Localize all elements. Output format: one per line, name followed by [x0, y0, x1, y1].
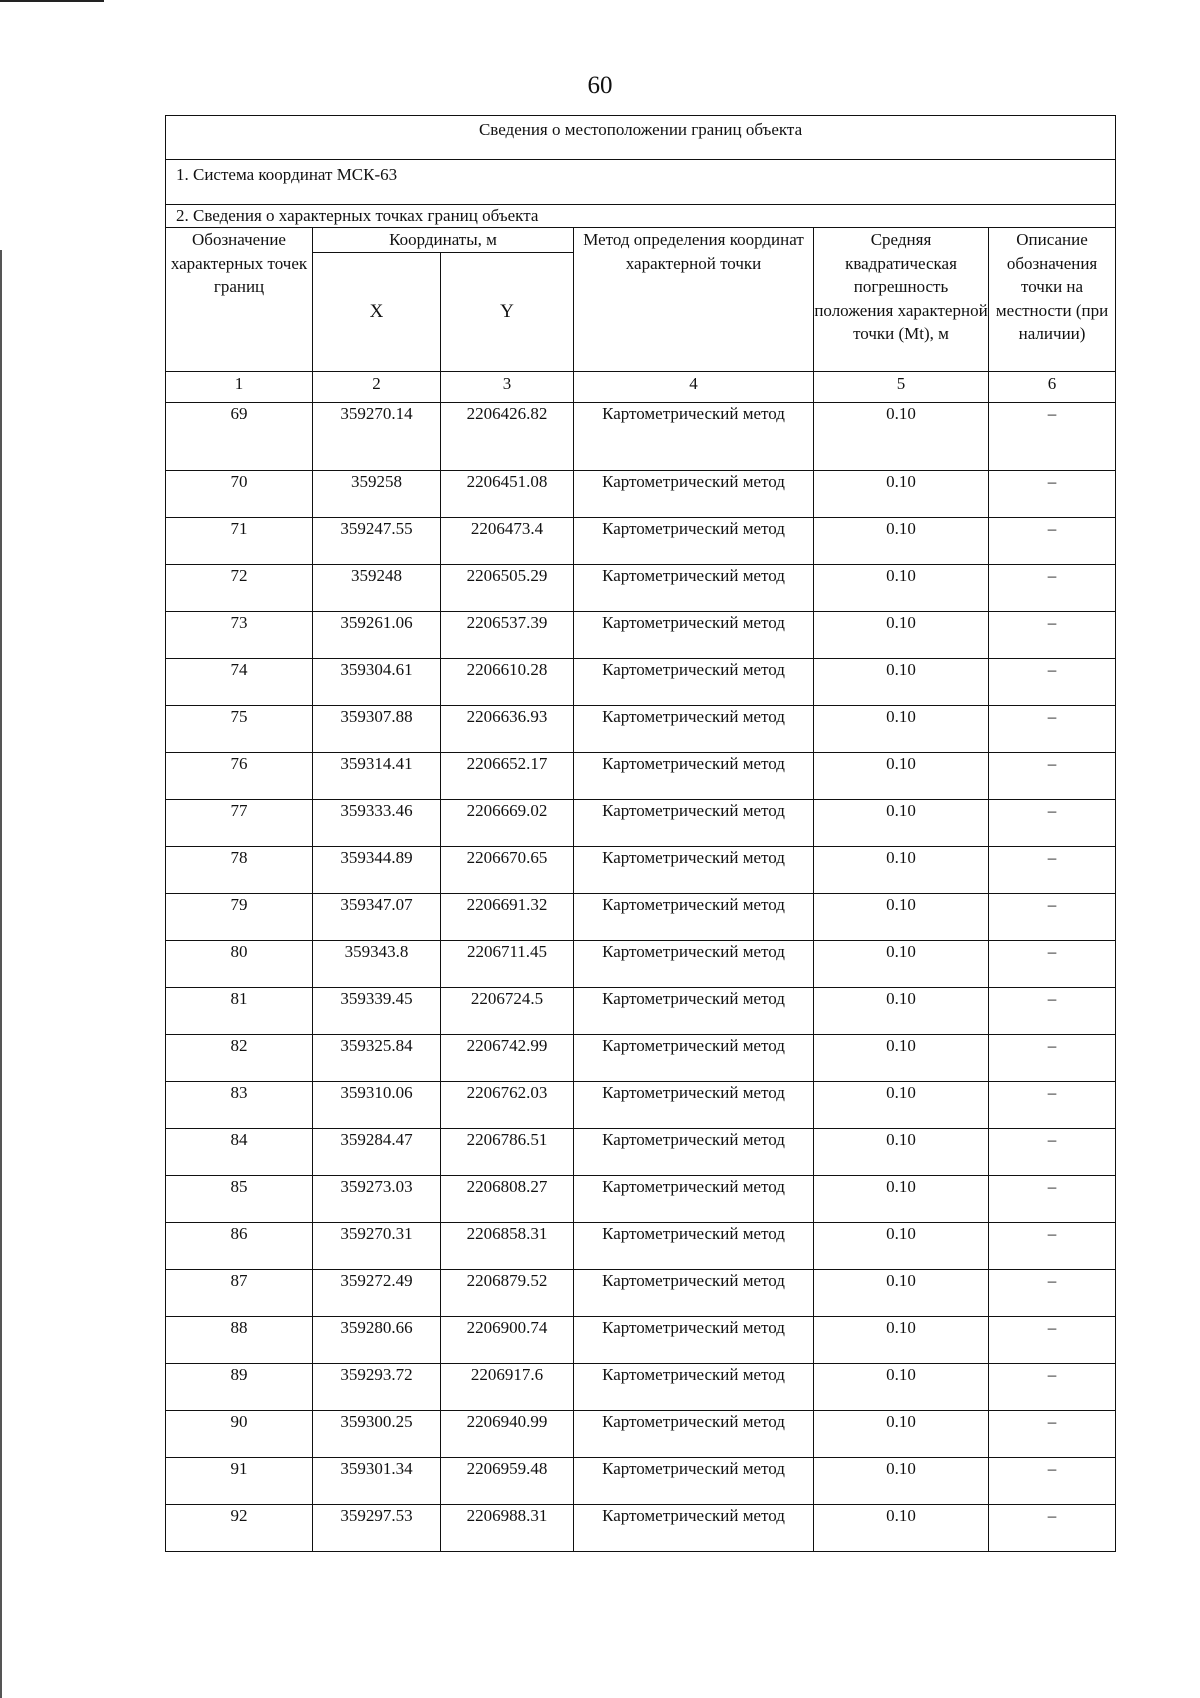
mean-error-cell: 0.10 — [814, 706, 989, 753]
y-coordinate-cell: 2206711.45 — [441, 941, 574, 988]
x-coordinate-cell: 359258 — [313, 471, 441, 518]
description-cell: – — [989, 894, 1116, 941]
x-coordinate-cell: 359248 — [313, 565, 441, 612]
table-row — [166, 1458, 1116, 1505]
y-coordinate-cell: 2206691.32 — [441, 894, 574, 941]
table-row — [166, 847, 1116, 894]
point-id-cell: 77 — [166, 800, 313, 847]
column-number: 6 — [989, 372, 1116, 403]
description-cell: – — [989, 1505, 1116, 1552]
y-coordinate-cell: 2206652.17 — [441, 753, 574, 800]
mean-error-cell: 0.10 — [814, 988, 989, 1035]
x-coordinate-cell: 359310.06 — [313, 1082, 441, 1129]
method-cell: Картометрический метод — [574, 659, 814, 706]
mean-error-cell: 0.10 — [814, 1129, 989, 1176]
scan-edge-mark-top — [0, 0, 104, 2]
description-cell: – — [989, 403, 1116, 471]
description-cell: – — [989, 1364, 1116, 1411]
y-coordinate-cell: 2206959.48 — [441, 1458, 574, 1505]
method-cell: Картометрический метод — [574, 753, 814, 800]
table-row — [166, 518, 1116, 565]
method-cell: Картометрический метод — [574, 847, 814, 894]
y-coordinate-cell: 2206670.65 — [441, 847, 574, 894]
y-coordinate-cell: 2206879.52 — [441, 1270, 574, 1317]
description-cell: – — [989, 800, 1116, 847]
y-coordinate-cell: 2206762.03 — [441, 1082, 574, 1129]
mean-error-cell: 0.10 — [814, 1270, 989, 1317]
method-cell: Картометрический метод — [574, 941, 814, 988]
description-cell: – — [989, 1223, 1116, 1270]
description-cell: – — [989, 1082, 1116, 1129]
table-row — [166, 800, 1116, 847]
table-row — [166, 403, 1116, 471]
x-coordinate-cell: 359333.46 — [313, 800, 441, 847]
table-row — [166, 565, 1116, 612]
method-cell: Картометрический метод — [574, 988, 814, 1035]
header-coordinates: Координаты, м — [313, 228, 574, 253]
mean-error-cell: 0.10 — [814, 1411, 989, 1458]
boundary-points-table — [165, 115, 1116, 1552]
point-id-cell: 69 — [166, 403, 313, 471]
method-cell: Картометрический метод — [574, 1176, 814, 1223]
method-cell: Картометрический метод — [574, 1364, 814, 1411]
x-coordinate-cell: 359261.06 — [313, 612, 441, 659]
x-coordinate-cell: 359347.07 — [313, 894, 441, 941]
column-number: 4 — [574, 372, 814, 403]
column-number: 1 — [166, 372, 313, 403]
x-coordinate-cell: 359339.45 — [313, 988, 441, 1035]
table-row — [166, 471, 1116, 518]
table-row — [166, 612, 1116, 659]
point-id-cell: 79 — [166, 894, 313, 941]
description-cell: – — [989, 1411, 1116, 1458]
description-cell: – — [989, 1176, 1116, 1223]
point-id-cell: 91 — [166, 1458, 313, 1505]
table-row — [166, 706, 1116, 753]
mean-error-cell: 0.10 — [814, 1505, 989, 1552]
y-coordinate-cell: 2206610.28 — [441, 659, 574, 706]
y-coordinate-cell: 2206742.99 — [441, 1035, 574, 1082]
y-coordinate-cell: 2206724.5 — [441, 988, 574, 1035]
method-cell: Картометрический метод — [574, 1505, 814, 1552]
point-id-cell: 88 — [166, 1317, 313, 1364]
table-row — [166, 1411, 1116, 1458]
table-row — [166, 1317, 1116, 1364]
y-coordinate-cell: 2206940.99 — [441, 1411, 574, 1458]
point-id-cell: 80 — [166, 941, 313, 988]
y-coordinate-cell: 2206473.4 — [441, 518, 574, 565]
description-cell: – — [989, 1270, 1116, 1317]
header-point-designation: Обозначение характерных точек границ — [166, 228, 313, 372]
y-coordinate-cell: 2206636.93 — [441, 706, 574, 753]
method-cell: Картометрический метод — [574, 894, 814, 941]
point-id-cell: 75 — [166, 706, 313, 753]
x-coordinate-cell: 359280.66 — [313, 1317, 441, 1364]
point-id-cell: 87 — [166, 1270, 313, 1317]
method-cell: Картометрический метод — [574, 403, 814, 471]
point-id-cell: 90 — [166, 1411, 313, 1458]
table-title: Сведения о местоположении границ объекта — [166, 116, 1116, 160]
y-coordinate-cell: 2206808.27 — [441, 1176, 574, 1223]
mean-error-cell: 0.10 — [814, 565, 989, 612]
table-row — [166, 941, 1116, 988]
table-row — [166, 1223, 1116, 1270]
method-cell: Картометрический метод — [574, 706, 814, 753]
x-coordinate-cell: 359344.89 — [313, 847, 441, 894]
mean-error-cell: 0.10 — [814, 518, 989, 565]
table-row — [166, 1082, 1116, 1129]
mean-error-cell: 0.10 — [814, 941, 989, 988]
point-id-cell: 74 — [166, 659, 313, 706]
method-cell: Картометрический метод — [574, 1270, 814, 1317]
scan-edge-mark-left — [0, 250, 2, 1698]
y-coordinate-cell: 2206451.08 — [441, 471, 574, 518]
x-coordinate-cell: 359304.61 — [313, 659, 441, 706]
x-coordinate-cell: 359270.31 — [313, 1223, 441, 1270]
table-row — [166, 1176, 1116, 1223]
description-cell: – — [989, 1317, 1116, 1364]
table-row — [166, 988, 1116, 1035]
header-y: Y — [441, 253, 574, 372]
mean-error-cell: 0.10 — [814, 800, 989, 847]
point-id-cell: 92 — [166, 1505, 313, 1552]
mean-error-cell: 0.10 — [814, 1317, 989, 1364]
x-coordinate-cell: 359343.8 — [313, 941, 441, 988]
header-method: Метод определения координат характерной точки — [574, 228, 814, 372]
description-cell: – — [989, 847, 1116, 894]
mean-error-cell: 0.10 — [814, 471, 989, 518]
point-id-cell: 83 — [166, 1082, 313, 1129]
mean-error-cell: 0.10 — [814, 753, 989, 800]
description-cell: – — [989, 988, 1116, 1035]
point-id-cell: 78 — [166, 847, 313, 894]
y-coordinate-cell: 2206505.29 — [441, 565, 574, 612]
mean-error-cell: 0.10 — [814, 1035, 989, 1082]
method-cell: Картометрический метод — [574, 1458, 814, 1505]
point-id-cell: 81 — [166, 988, 313, 1035]
y-coordinate-cell: 2206858.31 — [441, 1223, 574, 1270]
header-mean-error: Средняя квадратическая погрешность положения характерной точки (Mt), м — [814, 228, 989, 372]
page-number: 60 — [587, 72, 613, 99]
table-row — [166, 1129, 1116, 1176]
point-id-cell: 86 — [166, 1223, 313, 1270]
x-coordinate-cell: 359247.55 — [313, 518, 441, 565]
table-row — [166, 753, 1116, 800]
mean-error-cell: 0.10 — [814, 1176, 989, 1223]
description-cell: – — [989, 659, 1116, 706]
point-id-cell: 76 — [166, 753, 313, 800]
column-number: 5 — [814, 372, 989, 403]
coordinate-system-label: 1. Система координат МСК-63 — [166, 160, 1116, 205]
description-cell: – — [989, 941, 1116, 988]
x-coordinate-cell: 359314.41 — [313, 753, 441, 800]
description-cell: – — [989, 1129, 1116, 1176]
mean-error-cell: 0.10 — [814, 612, 989, 659]
table-row — [166, 894, 1116, 941]
point-id-cell: 73 — [166, 612, 313, 659]
description-cell: – — [989, 612, 1116, 659]
point-id-cell: 82 — [166, 1035, 313, 1082]
x-coordinate-cell: 359272.49 — [313, 1270, 441, 1317]
method-cell: Картометрический метод — [574, 518, 814, 565]
x-coordinate-cell: 359307.88 — [313, 706, 441, 753]
column-number: 3 — [441, 372, 574, 403]
mean-error-cell: 0.10 — [814, 894, 989, 941]
method-cell: Картометрический метод — [574, 471, 814, 518]
x-coordinate-cell: 359300.25 — [313, 1411, 441, 1458]
y-coordinate-cell: 2206426.82 — [441, 403, 574, 471]
column-number: 2 — [313, 372, 441, 403]
y-coordinate-cell: 2206786.51 — [441, 1129, 574, 1176]
point-id-cell: 70 — [166, 471, 313, 518]
header-description: Описание обозначения точки на местности (при наличии) — [989, 228, 1116, 372]
x-coordinate-cell: 359301.34 — [313, 1458, 441, 1505]
mean-error-cell: 0.10 — [814, 1458, 989, 1505]
point-id-cell: 84 — [166, 1129, 313, 1176]
y-coordinate-cell: 2206988.31 — [441, 1505, 574, 1552]
y-coordinate-cell: 2206537.39 — [441, 612, 574, 659]
table-row — [166, 659, 1116, 706]
method-cell: Картометрический метод — [574, 612, 814, 659]
description-cell: – — [989, 753, 1116, 800]
method-cell: Картометрический метод — [574, 1223, 814, 1270]
method-cell: Картометрический метод — [574, 1317, 814, 1364]
point-id-cell: 71 — [166, 518, 313, 565]
description-cell: – — [989, 565, 1116, 612]
mean-error-cell: 0.10 — [814, 1364, 989, 1411]
method-cell: Картометрический метод — [574, 1035, 814, 1082]
description-cell: – — [989, 471, 1116, 518]
mean-error-cell: 0.10 — [814, 847, 989, 894]
header-x: X — [313, 253, 441, 372]
table-row — [166, 1505, 1116, 1552]
method-cell: Картометрический метод — [574, 800, 814, 847]
table-row — [166, 1270, 1116, 1317]
method-cell: Картометрический метод — [574, 1129, 814, 1176]
description-cell: – — [989, 1458, 1116, 1505]
x-coordinate-cell: 359293.72 — [313, 1364, 441, 1411]
point-id-cell: 85 — [166, 1176, 313, 1223]
x-coordinate-cell: 359297.53 — [313, 1505, 441, 1552]
x-coordinate-cell: 359284.47 — [313, 1129, 441, 1176]
point-id-cell: 72 — [166, 565, 313, 612]
y-coordinate-cell: 2206900.74 — [441, 1317, 574, 1364]
x-coordinate-cell: 359273.03 — [313, 1176, 441, 1223]
x-coordinate-cell: 359270.14 — [313, 403, 441, 471]
y-coordinate-cell: 2206669.02 — [441, 800, 574, 847]
mean-error-cell: 0.10 — [814, 659, 989, 706]
mean-error-cell: 0.10 — [814, 1082, 989, 1129]
mean-error-cell: 0.10 — [814, 403, 989, 471]
method-cell: Картометрический метод — [574, 1411, 814, 1458]
point-id-cell: 89 — [166, 1364, 313, 1411]
method-cell: Картометрический метод — [574, 1082, 814, 1129]
table-row — [166, 1364, 1116, 1411]
mean-error-cell: 0.10 — [814, 1223, 989, 1270]
points-section-label: 2. Сведения о характерных точках границ объекта — [166, 205, 1116, 228]
x-coordinate-cell: 359325.84 — [313, 1035, 441, 1082]
table-row — [166, 1035, 1116, 1082]
y-coordinate-cell: 2206917.6 — [441, 1364, 574, 1411]
description-cell: – — [989, 1035, 1116, 1082]
description-cell: – — [989, 518, 1116, 565]
method-cell: Картометрический метод — [574, 565, 814, 612]
description-cell: – — [989, 706, 1116, 753]
